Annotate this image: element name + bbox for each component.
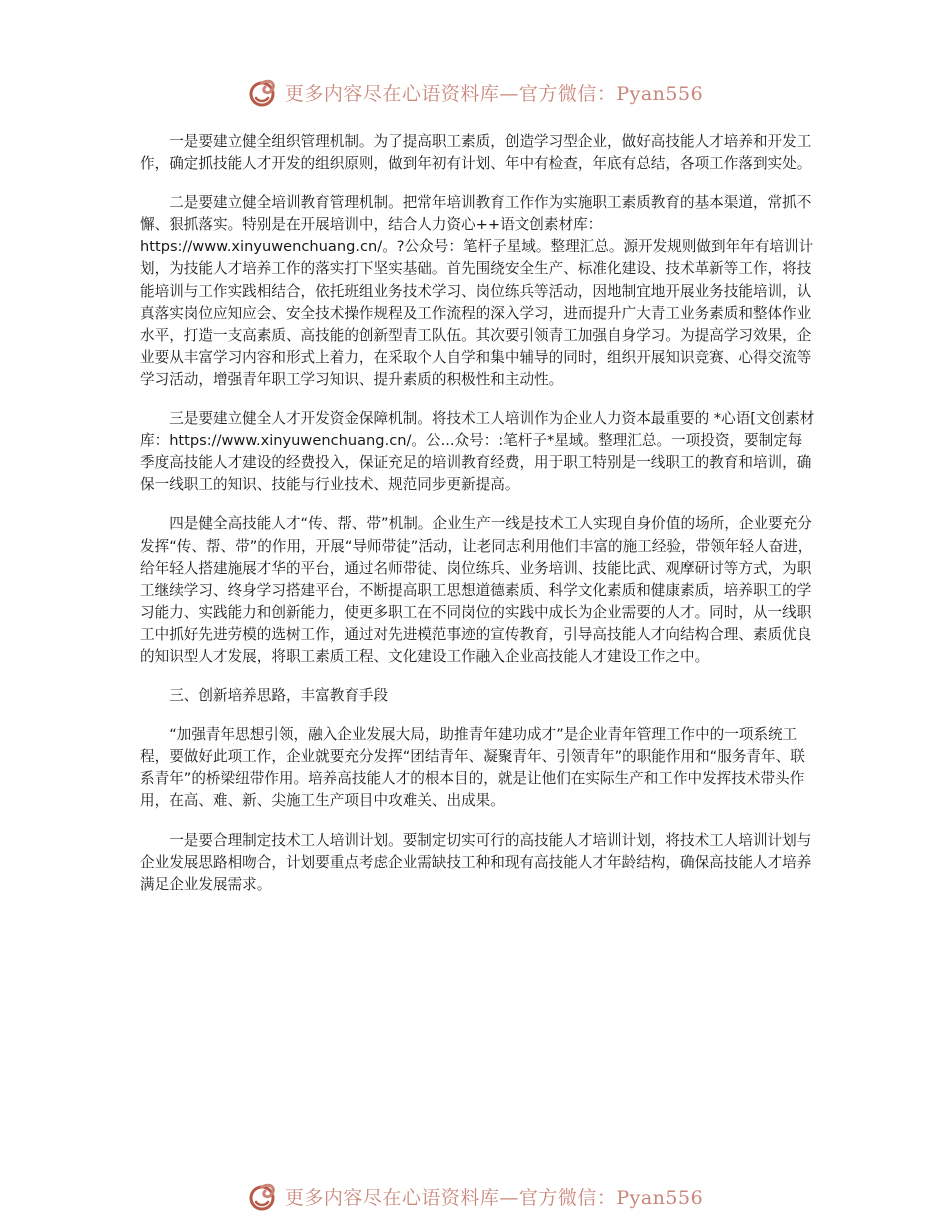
flame-swirl-logo-icon — [247, 1179, 281, 1213]
header-banner — [0, 72, 950, 112]
paragraph-4: 四是健全高技能人才“传、帮、带”机制。企业生产一线是技术工人实现自身价值的场所，企业要充分发挥“传、帮、带”的作用，开展“导师带徒”活动，让老同志利用他们丰富的施工经验，带领年轻人奋进，给年轻人搭建施展才华的平台，通过名师带徒、岗位练兵、业务培训、技能比武、观摩研讨等方式，为职工继续学习、终身学习搭建平台，不断提高职工思想道德素质、科学文化素质和健康素质，培养职工的学习能力、实践能力和创新能力，使更多职工在不同岗位的实践中成长为企业需要的人才。同时，从一线职工中抓好先进劳模的选树工作，通过对先进模范事迹的宣传教育，引导高技能人才向结构合理、素质优良的知识型人才发展，将职工素质工程、文化建设工作融入企业高技能人才建设工作之中。 — [140, 515, 813, 665]
paragraph-3: 三是要建立健全人才开发资金保障机制。将技术工人培训作为企业人力资本最重要的 *心语[文创素材库：https://www.xinyuwenchuang.cn/。公...众号：:笔杆子*星域。整理汇总。一项投资，要制定每季度高技能人才建设的经费投入，保证充足的培训教育经费，用于职工特别是一线职工的教育和培训，确保一线职工的知识、技能与行业技术、规范同步更新提高。 — [140, 410, 815, 494]
banner-text: 更多内容尽在心语资料库—官方微信：Pyan556 — [284, 82, 704, 105]
flame-swirl-logo-icon — [247, 75, 281, 109]
paragraph-6: 一是要合理制定技术工人培训计划。要制定切实可行的高技能人才培训计划，将技术工人培训计划与企业发展思路相吻合，计划要重点考虑企业需缺技工种和现有高技能人才年龄结构，确保高技能人才培养满足企业发展需求。 — [140, 831, 812, 893]
footer-banner — [0, 1176, 950, 1216]
paragraph-1: 一是要建立健全组织管理机制。为了提高职工素质，创造学习型企业，做好高技能人才培养和开发工作，确定抓技能人才开发的组织原则，做到年初有计划、年中有检查，年底有总结，各项工作落到实处。 — [140, 133, 812, 173]
section-heading: 三、创新培养思路，丰富教育手段 — [169, 687, 389, 705]
banner-text: 更多内容尽在心语资料库—官方微信：Pyan556 — [284, 1186, 704, 1209]
paragraph-5: “加强青年思想引领，融入企业发展大局，助推青年建功成才”是企业青年管理工作中的一项系统工程，要做好此项工作，企业就要充分发挥“团结青年、凝聚青年、引领青年”的职能作用和“服务青年、联系青年”的桥梁纽带作用。培养高技能人才的根本目的，就是让他们在实际生产和工作中发挥技术带头作用，在高、难、新、尖施工生产项目中攻难关、出成果。 — [140, 726, 805, 810]
paragraph-2: 二是要建立健全培训教育管理机制。把常年培训教育工作作为实施职工素质教育的基本渠道，常抓不懈、狠抓落实。特别是在开展培训中，结合人力资心++语文创素材库：https://www.xinyuwenchuang.cn/。?公众号：笔杆子星域。整理汇总。源开发规则做到年年有培训计 划，为技能人才培养工作的落实打下坚实基础。首先围绕安全生产、标准化建设、技术革新等工作，将技能培训与工作实践相结合，依托班组业务技术学习、岗位练兵等活动，因地制宜地开展业务技能培训，认真落实岗位应知应会、安全技术操作规程及工作流程的深入学习，进而提升广大青工业务素质和整体作业水平，打造一支高素质、高技能的创新型青工队伍。其次要引领青工加强自身学习。为提高学习效果，企业要从丰富学习内容和形式上着力，在采取个人自学和集中辅导的同时，组织开展知识竞赛、心得交流等学习活动，增强青年职工学习知识、提升素质的积极性和主动性。 — [140, 194, 814, 388]
document-body — [140, 131, 816, 913]
